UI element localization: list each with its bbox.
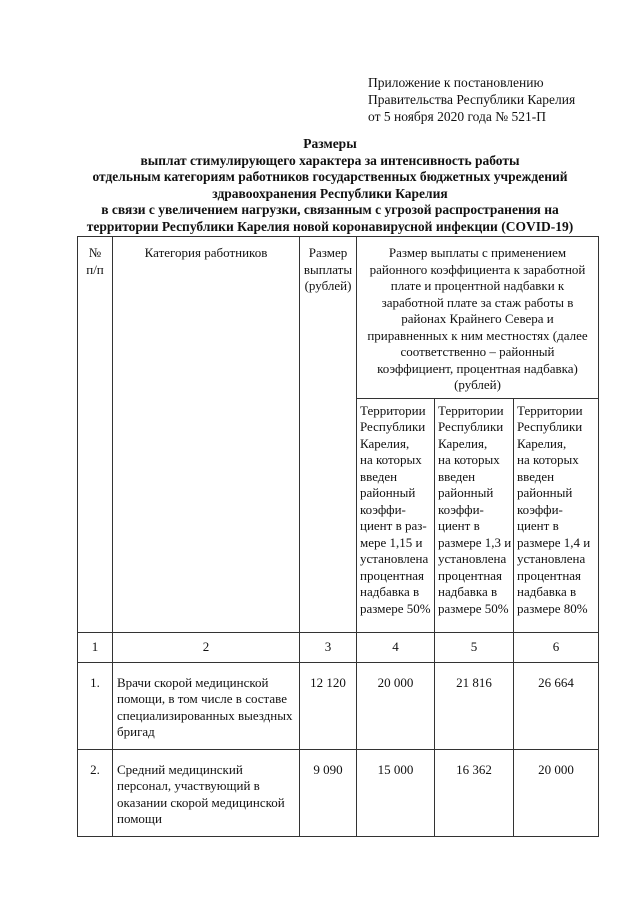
- payments-table: [77, 236, 599, 837]
- row-value-territory-1: 20 000: [357, 662, 435, 749]
- subheader-line: Республики: [360, 419, 426, 434]
- subheader-line: размере 50%: [360, 600, 431, 616]
- header-coef-line: коэффициент, процентная надбавка): [377, 360, 578, 376]
- subheader-line: коэффи-: [438, 501, 484, 517]
- header-num: [78, 237, 113, 633]
- appendix-line: от 5 ноября 2020 года № 521-П: [368, 109, 547, 124]
- row-category-line: персонал, участвующий в: [117, 778, 260, 793]
- subheader-line: введен: [517, 468, 555, 484]
- row-category: [113, 749, 300, 836]
- subheader-line: размере 80%: [517, 600, 588, 616]
- header-coef-line: соответственно – районный: [400, 344, 555, 359]
- header-amount-line: Размер: [308, 245, 348, 260]
- title-line: здравоохранения Республики Карелия: [212, 185, 448, 201]
- row-value-territory-3: 26 664: [514, 662, 599, 749]
- header-num-line: п/п: [86, 261, 104, 277]
- subheader-line: процентная: [438, 567, 503, 583]
- row-amount: 9 090: [300, 749, 357, 836]
- subheader-line: коэффи-: [360, 501, 406, 517]
- row-category-line: помощи, в том числе в составе: [117, 691, 287, 706]
- row-category-line: оказании скорой медицинской: [117, 794, 285, 810]
- row-category-line: помощи: [117, 811, 162, 826]
- column-number: 2: [113, 632, 300, 662]
- subheader-line: на которых: [517, 452, 579, 467]
- subheader-line: Республики: [517, 419, 583, 434]
- subheader-line: Карелия,: [517, 435, 567, 451]
- appendix-line: Правительства Республики Карелия: [368, 92, 576, 107]
- subheader-line: надбавка в: [517, 584, 577, 599]
- column-number: 6: [514, 632, 599, 662]
- subheader-line: установлена: [517, 551, 586, 566]
- header-coef-line: плате и процентной надбавки к: [390, 278, 565, 293]
- table-row: [78, 662, 599, 749]
- subheader-line: Карелия,: [438, 435, 488, 451]
- header-row: [78, 237, 599, 399]
- header-coef-line: (рублей): [454, 377, 501, 392]
- subheader-line: районный: [360, 485, 416, 500]
- subheader-line: циент в: [517, 518, 559, 533]
- subheader-line: районный: [517, 485, 573, 500]
- subheader-line: мере 1,15 и: [360, 534, 423, 550]
- header-num-line: №: [88, 245, 102, 260]
- header-with-coefficient: [357, 237, 599, 399]
- subheader-line: размере 1,4 и: [517, 534, 591, 550]
- row-value-territory-1: 15 000: [357, 749, 435, 836]
- header-coef-line: заработной плате за стаж работы в: [381, 294, 574, 310]
- row-value-territory-3: 20 000: [514, 749, 599, 836]
- subheader-line: на которых: [360, 452, 422, 467]
- title-line: в связи с увеличением нагрузки, связанным с угрозой распространения на: [101, 202, 559, 217]
- document-title: [60, 136, 600, 235]
- column-number: 4: [357, 632, 435, 662]
- row-number: 1.: [78, 662, 113, 749]
- subheader-line: циент в раз-: [360, 518, 427, 533]
- row-category: [113, 662, 300, 749]
- subheader-territory-3: [514, 398, 599, 632]
- subheader-territory-1: [357, 398, 435, 632]
- subheader-line: размере 1,3 и: [438, 534, 512, 550]
- subheader-line: надбавка в: [438, 584, 498, 599]
- subheader-line: размере 50%: [438, 600, 509, 616]
- row-value-territory-2: 16 362: [435, 749, 514, 836]
- column-numbers-row: [78, 632, 599, 662]
- column-number: 5: [435, 632, 514, 662]
- subheader-line: циент в: [438, 518, 480, 533]
- header-amount-line: выплаты: [303, 261, 353, 277]
- header-amount-line: (рублей): [304, 278, 352, 293]
- subheader-line: введен: [438, 468, 476, 484]
- row-amount: 12 120: [300, 662, 357, 749]
- row-category-line: Врачи скорой медицинской: [117, 674, 269, 690]
- column-number: 3: [300, 632, 357, 662]
- subheader-line: установлена: [360, 551, 429, 566]
- subheader-line: коэффи-: [517, 501, 563, 517]
- subheader-line: Территории: [360, 402, 426, 418]
- title-line: выплат стимулирующего характера за интенсивность работы: [140, 152, 520, 168]
- subheader-territory-2: [435, 398, 514, 632]
- subheader-line: Территории: [517, 402, 583, 418]
- subheader-line: установлена: [438, 551, 507, 566]
- subheader-line: надбавка в: [360, 584, 420, 599]
- header-amount: [300, 237, 357, 633]
- header-coef-line: Размер выплаты с применением: [388, 245, 567, 260]
- subheader-line: процентная: [360, 567, 425, 583]
- row-category-line: Средний медицинский: [117, 761, 243, 777]
- subheader-line: введен: [360, 468, 398, 484]
- header-coef-line: районах Крайнего Севера и: [401, 311, 554, 326]
- header-category-text: Категория работников: [144, 245, 268, 260]
- table-row: [78, 749, 599, 836]
- subheader-line: процентная: [517, 567, 582, 583]
- subheader-line: Карелия,: [360, 435, 410, 451]
- row-number: 2.: [78, 749, 113, 836]
- subheader-line: Территории: [438, 402, 504, 418]
- appendix-note: [368, 74, 575, 125]
- row-value-territory-2: 21 816: [435, 662, 514, 749]
- header-coef-line: районного коэффициента к заработной: [369, 261, 586, 277]
- appendix-line: Приложение к постановлению: [368, 75, 544, 90]
- subheader-line: районный: [438, 485, 494, 500]
- row-category-line: специализированных выездных: [117, 707, 293, 723]
- subheader-line: на которых: [438, 452, 500, 467]
- header-coef-line: приравненных к ним местностях (далее: [367, 327, 588, 343]
- column-number: 1: [78, 632, 113, 662]
- header-category: [113, 237, 300, 633]
- row-category-line: бригад: [117, 724, 155, 739]
- subheader-line: Республики: [438, 419, 504, 434]
- title-line: отдельным категориям работников государственных бюджетных учреждений: [92, 169, 568, 184]
- title-line: Размеры: [303, 136, 357, 151]
- title-line: территории Республики Карелия новой коронавирусной инфекции (COVID-19): [86, 218, 574, 234]
